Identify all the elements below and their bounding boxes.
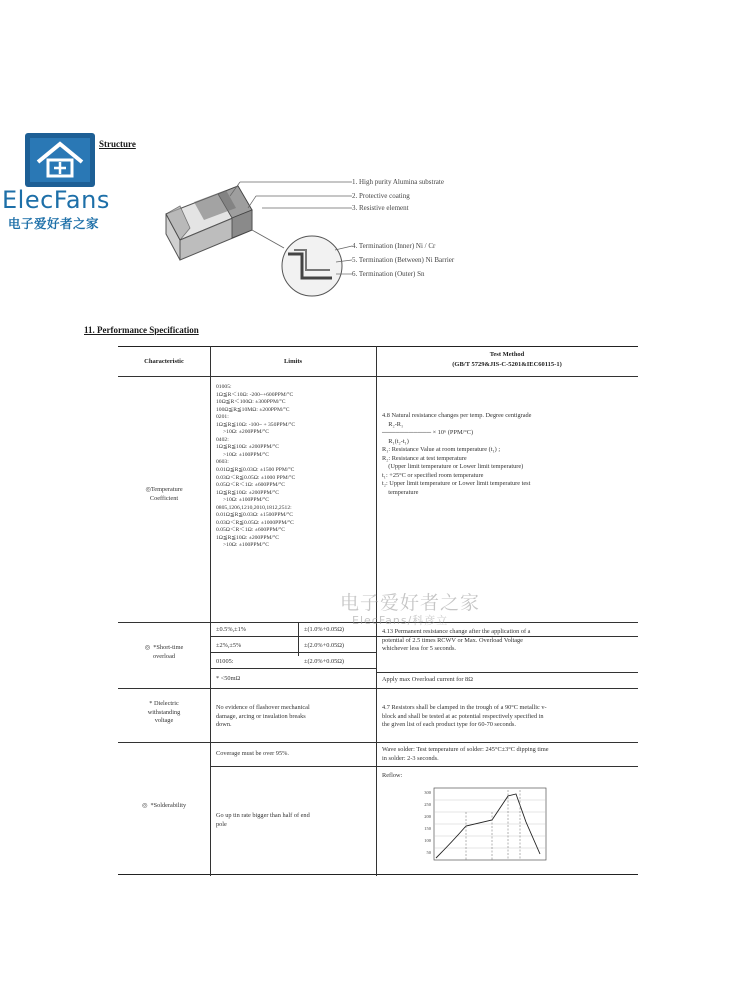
structure-heading: Structure xyxy=(99,139,136,149)
callout-5: 5. Termination (Between) Ni Barrier xyxy=(352,256,455,264)
reflow-y-tick-200: 200 xyxy=(424,814,431,819)
header-limits: Limits xyxy=(283,358,303,365)
row-dielectric-method: 4.7 Resistors shall be clamped in the trough of a 90°C metallic v- block and shall be tested at ac potential respectively specified in the given list of each product type for 60-70 seconds. xyxy=(382,704,547,728)
row-overload-limit-d: * <50mΩ xyxy=(216,675,241,682)
row-overload-limit-a1: ±0.5%,±1% xyxy=(216,626,246,633)
reflow-y-tick-50: 50 xyxy=(426,850,431,855)
callout-3: 3. Resistive element xyxy=(352,204,409,212)
row-overload-limit-c2: ±(2.0%+0.05Ω) xyxy=(304,658,345,665)
reflow-profile-graph xyxy=(412,782,552,868)
callout-6: 6. Termination (Outer) Sn xyxy=(352,270,425,278)
resistor-structure-diagram xyxy=(160,170,360,300)
row-tcr-name: ◎Temperature Coefficient xyxy=(145,486,183,502)
reflow-y-tick-100: 100 xyxy=(424,838,431,843)
callout-1: 1. High purity Alumina substrate xyxy=(352,178,444,186)
reflow-curve xyxy=(436,794,540,858)
row-overload-method: 4.13 Permanent resistance change after the application of a potential of 2.5 times RCWV or Max. Overload Voltage whichever less for 5 seconds. xyxy=(382,628,531,652)
row-overload-method-d: Apply max Overload current for 8Ω xyxy=(382,676,473,683)
row-solder-limits-b: Go up tin rate bigger than half of end pole xyxy=(216,812,310,828)
elecfans-logo-subtitle: 电子爱好者之家 xyxy=(8,216,100,231)
row-tcr-method: 4.8 Natural resistance changes per temp. Degree centigrade R₂-R₁ ─────────── × 10⁶ (PPM/°C) R₁(t₂-t₁) R₁: Resistance Value at room temperature (t₁) ; R₂: Resistance at test temperature (Upper limit temperature or Lower limit temperature) t₁: +25°C or specified room temperature t₂: Upper limit temperature or Lower limit temperature test temperature xyxy=(382,412,532,496)
row-solder-method-b: Reflow: xyxy=(382,772,403,779)
performance-spec-heading: 11. Performance Specification xyxy=(84,325,199,335)
reflow-y-tick-300: 300 xyxy=(424,790,431,795)
row-dielectric-limits: No evidence of flashover mechanical damage, arcing or insulation breaks down. xyxy=(216,704,310,728)
header-method-line1: Test Method xyxy=(489,351,525,358)
header-method-line2: (GB/T 5729&JIS-C-5201&IEC60115-1) xyxy=(452,361,562,368)
row-overload-name: ◎ *Short-time overload xyxy=(144,644,184,660)
reflow-y-tick-150: 150 xyxy=(424,826,431,831)
row-overload-limit-b1: ±2%,±5% xyxy=(216,642,242,649)
header-characteristic: Characteristic xyxy=(144,358,184,365)
reflow-y-tick-250: 250 xyxy=(424,802,431,807)
watermark-english: ElecFans/科彦立 xyxy=(352,614,449,627)
row-tcr-limits: 01005: 1Ω≦R＜10Ω: -200~+600PPM/°C 10Ω≦R＜100Ω: ±300PPM/°C 100Ω≦R≦10MΩ: ±200PPM/°C 0201: 1Ω≦R≦10Ω: -100~ + 350PPM/°C >10Ω: ±200PPM/°C 0402: 1Ω≦R≦10Ω: ±200PPM/°C >10Ω: ±100PPM/°C 0603: 0.01Ω≦R≦0.03Ω: ±1500 PPM/°C 0.03Ω＜R≦0.05Ω: ±1000 PPM/°C 0.05Ω＜R＜1Ω: ±600PPM/°C 1Ω≦R≦10Ω: ±200PPM/°C >10Ω: ±100PPM/°C 0805,1206,1210,2010,1812,2512: 0.01Ω≦R≦0.03Ω: ±1500PPM/°C 0.03Ω＜R≦0.05Ω: ±1000PPM/°C 0.05Ω＜R＜1Ω: ±600PPM/°C 1Ω≦R≦10Ω: ±200PPM/°C >10Ω: ±100PPM/°C xyxy=(216,384,296,549)
callout-2: 2. Protective coating xyxy=(352,192,410,200)
row-overload-limit-a2: ±(1.0%+0.05Ω) xyxy=(304,626,345,633)
row-overload-limit-b2: ±(2.0%+0.05Ω) xyxy=(304,642,345,649)
callout-4: 4. Termination (Inner) Ni / Cr xyxy=(352,242,436,250)
row-solder-method-a: Wave solder: Test temperature of solder: 245°C±3°C dipping time in solder: 2-3 seconds. xyxy=(382,746,549,762)
row-overload-limit-c1: 01005: xyxy=(216,658,234,665)
row-solder-limits-a: Coverage must be over 95%. xyxy=(216,750,289,757)
elecfans-logo-text: ElecFans xyxy=(2,186,110,214)
row-dielectric-name: * Dielectric withstanding voltage xyxy=(147,700,181,724)
row-solder-name: ◎ *Solderability xyxy=(141,802,187,809)
elecfans-logo-icon xyxy=(24,132,96,188)
watermark-chinese: 电子爱好者之家 xyxy=(340,592,481,614)
